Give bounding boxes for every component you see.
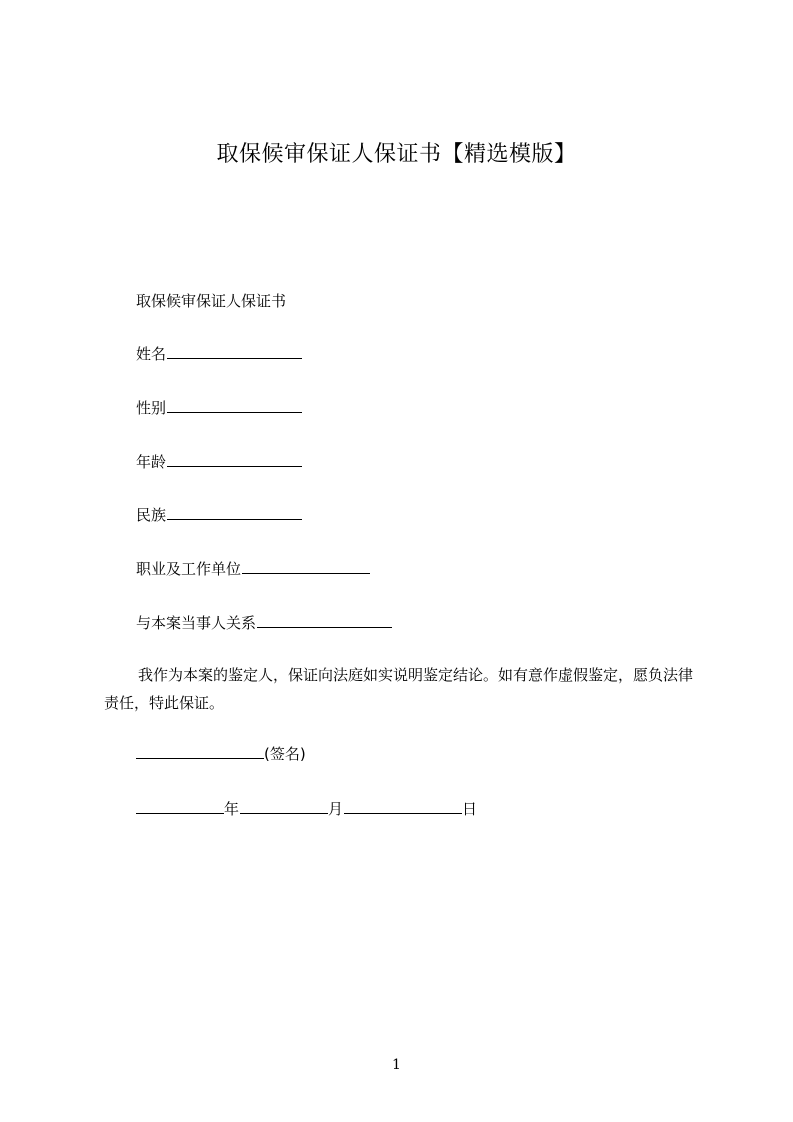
signature-line xyxy=(136,744,306,764)
day-blank xyxy=(344,799,462,814)
occupation-field xyxy=(136,559,370,579)
month-blank xyxy=(240,799,328,814)
occupation-blank xyxy=(242,559,370,574)
relation-field xyxy=(136,613,392,633)
statement-paragraph: 我作为本案的鉴定人，保证向法庭如实说明鉴定结论。如有意作虚假鉴定，愿负法律责任，特此保证。 xyxy=(104,666,694,712)
ethnicity-field xyxy=(136,505,302,525)
date-line xyxy=(136,799,477,819)
age-field xyxy=(136,452,302,472)
year-label: 年 xyxy=(224,800,240,818)
relation-blank xyxy=(257,613,392,628)
relation-label: 与本案当事人关系 xyxy=(136,614,257,632)
ethnicity-blank xyxy=(167,505,302,520)
age-label: 年龄 xyxy=(136,453,167,471)
gender-label: 性别 xyxy=(136,399,167,417)
document-title: 取保候审保证人保证书【精选模版】 xyxy=(216,142,577,167)
month-label: 月 xyxy=(328,800,344,818)
name-field xyxy=(136,344,302,364)
occupation-label: 职业及工作单位 xyxy=(136,560,242,578)
age-blank xyxy=(167,452,302,467)
year-blank xyxy=(136,799,224,814)
gender-blank xyxy=(167,398,302,413)
document-subtitle: 取保候审保证人保证书 xyxy=(136,292,287,310)
day-label: 日 xyxy=(462,800,478,818)
name-label: 姓名 xyxy=(136,345,167,363)
gender-field xyxy=(136,398,302,418)
signature-blank xyxy=(136,744,264,759)
ethnicity-label: 民族 xyxy=(136,506,167,524)
name-blank xyxy=(167,344,302,359)
signature-label: (签名) xyxy=(264,745,306,763)
page-number: 1 xyxy=(392,1057,401,1073)
